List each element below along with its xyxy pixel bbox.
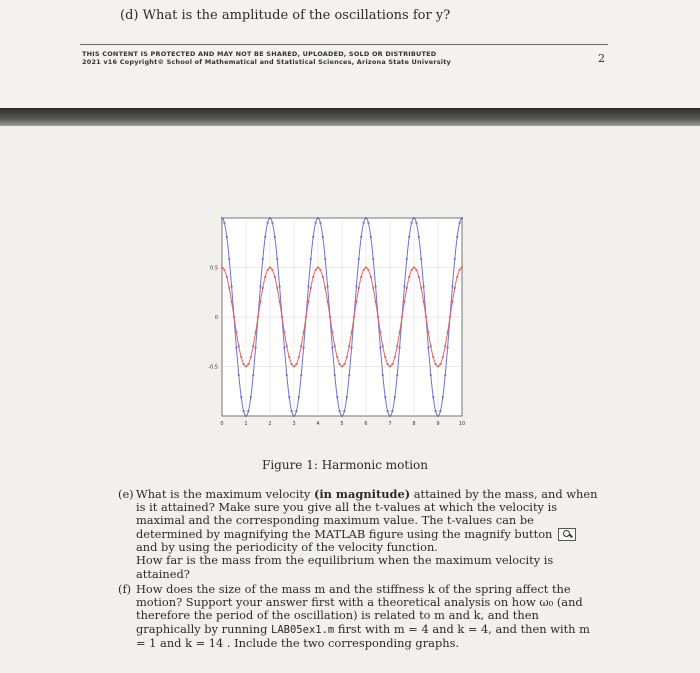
series-2-point — [341, 365, 343, 367]
series-1-point — [238, 374, 240, 376]
series-1-point — [327, 285, 329, 287]
series-2-point — [406, 287, 408, 289]
series-1-point — [439, 410, 441, 412]
series-1-point — [247, 410, 249, 412]
question-f-label: (f) — [118, 582, 132, 596]
series-2-point — [435, 363, 437, 365]
series-1-point — [259, 285, 261, 287]
series-2-point — [401, 316, 403, 318]
question-e-bold: (in magnitude) — [313, 487, 411, 501]
series-2-point — [312, 276, 314, 278]
series-1-point — [312, 236, 314, 238]
series-2-point — [250, 356, 252, 358]
series-1-point — [351, 346, 353, 348]
series-1-point — [279, 285, 281, 287]
series-2-point — [305, 316, 307, 318]
series-1-point — [394, 396, 396, 398]
series-1-point — [348, 374, 350, 376]
series-1-point — [360, 236, 362, 238]
series-1-point — [427, 346, 429, 348]
question-e-text-4: How far is the mass from the equilibrium when the maximum velocity is attained? — [136, 553, 554, 581]
series-2-point — [243, 363, 245, 365]
series-1-point — [317, 217, 319, 219]
series-2-point — [262, 287, 264, 289]
series-1-point — [459, 222, 461, 224]
series-2-point — [427, 331, 429, 333]
series-2-point — [456, 276, 458, 278]
series-2-point — [235, 331, 237, 333]
series-1-point — [307, 285, 309, 287]
series-2-point — [255, 331, 257, 333]
x-tick-label: 4 — [316, 421, 320, 427]
series-1-point — [298, 396, 300, 398]
series-2-point — [454, 287, 456, 289]
series-2-point — [298, 356, 300, 358]
series-1-point — [382, 374, 384, 376]
series-1-point — [295, 410, 297, 412]
question-f-text — [136, 583, 598, 650]
series-2-point — [295, 363, 297, 365]
series-1-point — [432, 396, 434, 398]
x-tick-label: 9 — [436, 421, 440, 427]
series-2-point — [411, 269, 413, 271]
divider-rule — [80, 44, 608, 45]
series-1-point — [447, 346, 449, 348]
y-tick-label: -0.5 — [208, 364, 218, 371]
series-2-point — [451, 301, 453, 303]
series-1-point — [255, 346, 257, 348]
series-2-point — [415, 269, 417, 271]
series-1-point — [403, 285, 405, 287]
series-2-point — [331, 331, 333, 333]
y-tick-label: 0.5 — [210, 265, 218, 272]
series-1-point — [300, 374, 302, 376]
series-2-point — [394, 356, 396, 358]
series-2-point — [375, 301, 377, 303]
series-2-point — [307, 301, 309, 303]
series-2-point — [279, 301, 281, 303]
series-1-point — [389, 415, 391, 417]
series-2-point — [372, 287, 374, 289]
series-2-point — [221, 266, 223, 268]
series-1-point — [413, 217, 415, 219]
series-2-point — [379, 331, 381, 333]
series-1-point — [322, 236, 324, 238]
series-1-point — [262, 258, 264, 260]
series-2-point — [447, 331, 449, 333]
series-1-point — [223, 222, 225, 224]
series-1-point — [375, 285, 377, 287]
series-2-point — [334, 345, 336, 347]
series-1-point — [293, 415, 295, 417]
series-1-point — [291, 410, 293, 412]
x-tick-label: 2 — [268, 421, 272, 427]
series-1-point — [286, 374, 288, 376]
x-tick-label: 5 — [340, 421, 344, 427]
x-tick-label: 7 — [388, 421, 392, 427]
series-1-point — [454, 258, 456, 260]
question-f — [118, 583, 598, 650]
question-d: (d) What is the amplitude of the oscillations for y? — [120, 8, 451, 23]
series-1-point — [415, 222, 417, 224]
series-2-point — [351, 331, 353, 333]
series-2-point — [300, 345, 302, 347]
series-2-point — [355, 301, 357, 303]
series-1-point — [384, 396, 386, 398]
x-tick-label: 8 — [412, 421, 416, 427]
series-2-point — [396, 345, 398, 347]
series-1-point — [339, 410, 341, 412]
series-2-point — [408, 276, 410, 278]
series-1-point — [231, 285, 233, 287]
series-2-point — [264, 276, 266, 278]
series-1-point — [336, 396, 338, 398]
x-tick-label: 6 — [364, 421, 368, 427]
series-1-point — [396, 374, 398, 376]
question-f-code: LAB05ex1.m — [271, 623, 335, 636]
series-1-point — [274, 236, 276, 238]
series-2-point — [389, 365, 391, 367]
magnify-icon — [558, 528, 576, 541]
series-2-point — [329, 316, 331, 318]
series-2-point — [276, 287, 278, 289]
series-1-point — [271, 222, 273, 224]
series-2-point — [348, 345, 350, 347]
series-2-point — [288, 356, 290, 358]
x-tick-label: 10 — [458, 421, 466, 427]
series-2-point — [259, 301, 261, 303]
series-2-point — [327, 301, 329, 303]
question-e — [118, 488, 598, 581]
question-e-text-3: and by using the periodicity of the velocity function. — [136, 540, 438, 555]
series-2-point — [353, 316, 355, 318]
series-2-point — [310, 287, 312, 289]
series-2-point — [271, 269, 273, 271]
series-2-point — [228, 287, 230, 289]
series-1-point — [456, 236, 458, 238]
series-2-point — [382, 345, 384, 347]
series-2-point — [413, 266, 415, 268]
series-1-point — [341, 415, 343, 417]
series-1-point — [411, 222, 413, 224]
series-1-point — [235, 346, 237, 348]
x-tick-label: 0 — [220, 421, 224, 427]
series-2-point — [283, 331, 285, 333]
series-1-point — [243, 410, 245, 412]
series-2-point — [233, 316, 235, 318]
series-1-point — [408, 236, 410, 238]
series-2-point — [293, 365, 295, 367]
series-1-point — [435, 410, 437, 412]
series-1-point — [367, 222, 369, 224]
series-1-point — [310, 258, 312, 260]
series-2-point — [358, 287, 360, 289]
series-2-point — [257, 316, 259, 318]
series-2-point — [238, 345, 240, 347]
x-tick-label: 3 — [292, 421, 296, 427]
series-2-point — [281, 316, 283, 318]
series-2-point — [432, 356, 434, 358]
series-2-point — [360, 276, 362, 278]
series-2-point — [343, 363, 345, 365]
series-2-point — [319, 269, 321, 271]
series-1-point — [343, 410, 345, 412]
series-1-point — [355, 285, 357, 287]
series-2-point — [226, 276, 228, 278]
series-2-point — [291, 363, 293, 365]
series-1-point — [228, 258, 230, 260]
series-1-point — [461, 217, 463, 219]
series-2-point — [461, 266, 463, 268]
series-1-point — [324, 258, 326, 260]
series-1-point — [283, 346, 285, 348]
series-2-point — [439, 363, 441, 365]
series-2-point — [367, 269, 369, 271]
series-1-point — [334, 374, 336, 376]
series-1-point — [319, 222, 321, 224]
series-2-point — [223, 269, 225, 271]
series-1-point — [420, 258, 422, 260]
chart-svg — [200, 206, 475, 438]
series-2-point — [391, 363, 393, 365]
series-1-point — [365, 217, 367, 219]
series-2-point — [303, 331, 305, 333]
series-2-point — [365, 266, 367, 268]
series-1-point — [391, 410, 393, 412]
copyright-line-1: THIS CONTENT IS PROTECTED AND MAY NOT BE SHARED, UPLOADED, SOLD OR DISTRIBUTED — [82, 50, 437, 58]
series-2-point — [245, 365, 247, 367]
series-1-point — [303, 346, 305, 348]
copyright-notice — [82, 50, 451, 66]
series-2-point — [231, 301, 233, 303]
series-2-point — [315, 269, 317, 271]
series-2-point — [370, 276, 372, 278]
series-1-point — [267, 222, 269, 224]
series-1-point — [252, 374, 254, 376]
series-1-point — [387, 410, 389, 412]
series-1-point — [444, 374, 446, 376]
series-2-point — [425, 316, 427, 318]
series-2-point — [363, 269, 365, 271]
series-2-point — [418, 276, 420, 278]
series-1-point — [264, 236, 266, 238]
series-2-point — [384, 356, 386, 358]
series-2-point — [442, 356, 444, 358]
series-2-point — [346, 356, 348, 358]
series-1-point — [437, 415, 439, 417]
series-1-point — [399, 346, 401, 348]
question-f-text-2: first with m = 4 and k = 4, and then with m = 1 and k = 14 . Include the two corresponding graphs. — [136, 621, 590, 650]
question-e-text-2: attained by the mass, and when is it attained? Make sure you give all the t-values at which the velocity is maximal and the corresponding maximum value. The t-values can be determined by magnifying the MATLAB figure using the magnify button — [136, 487, 598, 541]
series-2-point — [403, 301, 405, 303]
series-2-point — [387, 363, 389, 365]
series-2-point — [339, 363, 341, 365]
series-2-point — [252, 345, 254, 347]
series-1-point — [221, 217, 223, 219]
series-2-point — [317, 266, 319, 268]
series-2-point — [240, 356, 242, 358]
series-1-point — [379, 346, 381, 348]
y-tick-label: 0 — [214, 315, 218, 321]
series-1-point — [423, 285, 425, 287]
copyright-line-2: 2021 v16 Copyright© School of Mathematical and Statistical Sciences, Arizona State University — [82, 58, 451, 66]
series-1-point — [430, 374, 432, 376]
series-1-point — [240, 396, 242, 398]
series-1-point — [442, 396, 444, 398]
series-2-point — [377, 316, 379, 318]
series-2-point — [399, 331, 401, 333]
series-1-point — [331, 346, 333, 348]
series-2-point — [336, 356, 338, 358]
x-tick-label: 1 — [244, 421, 248, 427]
series-1-point — [288, 396, 290, 398]
series-1-point — [406, 258, 408, 260]
series-2-point — [430, 345, 432, 347]
series-2-point — [420, 287, 422, 289]
figure-caption: Figure 1: Harmonic motion — [262, 458, 428, 472]
series-1-point — [315, 222, 317, 224]
series-1-point — [363, 222, 365, 224]
page-fold-shadow — [0, 108, 700, 126]
question-e-text — [136, 488, 598, 581]
page-number: 2 — [598, 52, 605, 65]
series-1-point — [418, 236, 420, 238]
series-2-point — [247, 363, 249, 365]
series-2-point — [449, 316, 451, 318]
series-2-point — [437, 365, 439, 367]
series-2-point — [274, 276, 276, 278]
series-2-point — [269, 266, 271, 268]
question-e-label: (e) — [118, 487, 134, 501]
question-f-text-1: How does the size of the mass m and the stiffness k of the spring affect the motion? Support your answer first with a theoretical analysis on how ω₀ (and therefore the period of the oscillation) is related to m and k, and then graphically by running — [136, 582, 583, 636]
series-1-point — [269, 217, 271, 219]
series-2-point — [322, 276, 324, 278]
series-2-point — [459, 269, 461, 271]
series-1-point — [370, 236, 372, 238]
series-1-point — [245, 415, 247, 417]
series-1-point — [250, 396, 252, 398]
series-1-point — [358, 258, 360, 260]
series-2-point — [444, 345, 446, 347]
series-1-point — [276, 258, 278, 260]
series-2-point — [286, 345, 288, 347]
series-2-point — [267, 269, 269, 271]
series-1-point — [226, 236, 228, 238]
series-1-point — [372, 258, 374, 260]
series-2-point — [324, 287, 326, 289]
series-2-point — [423, 301, 425, 303]
series-1-point — [346, 396, 348, 398]
question-e-text-1: What is the maximum velocity — [136, 487, 314, 501]
series-1-point — [451, 285, 453, 287]
harmonic-motion-figure — [200, 206, 475, 438]
